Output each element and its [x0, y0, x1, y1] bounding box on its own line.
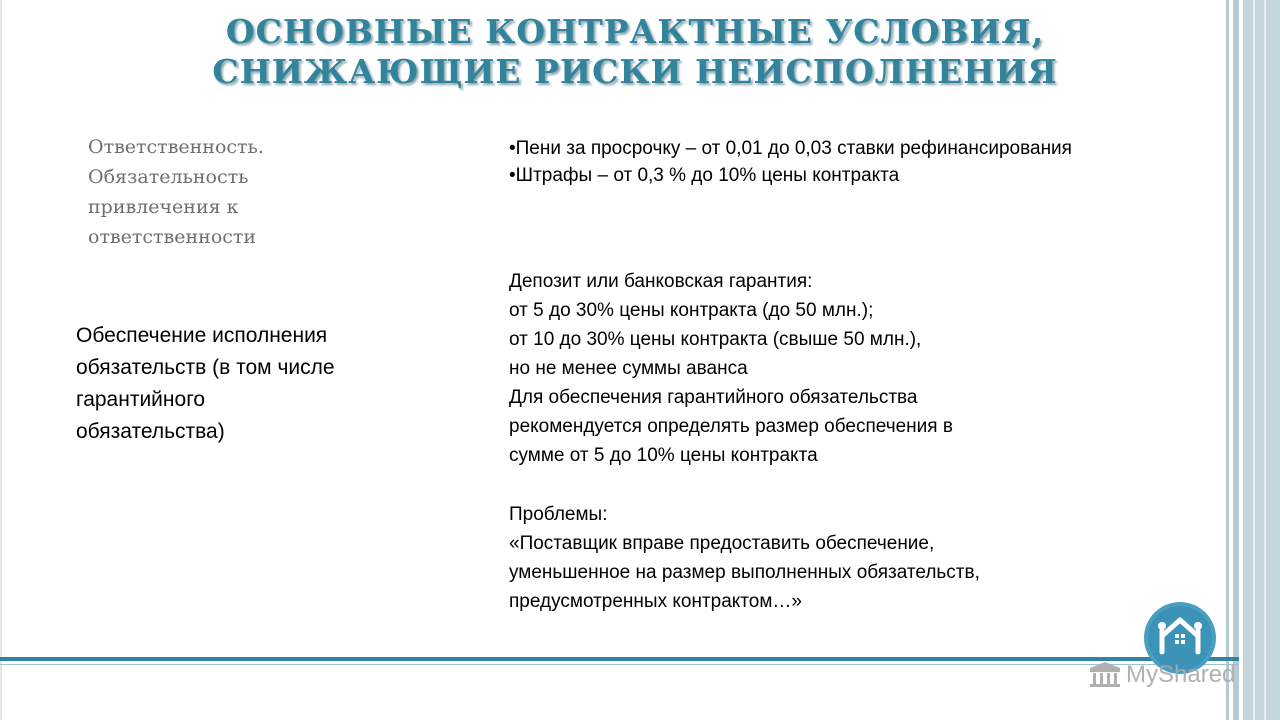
spacer [509, 470, 1209, 500]
bottom-rule [0, 657, 1239, 661]
detail-line: Для обеспечения гарантийного обязательства [509, 387, 918, 408]
title-line-1: ОСНОВНЫЕ КОНТРАКТНЫЕ УСЛОВИЯ, [225, 12, 1045, 51]
slide-title [130, 12, 1140, 92]
responsibility-label-line: Обязательность [88, 166, 249, 188]
building-icon [1088, 662, 1122, 688]
decor-stripe [1264, 0, 1266, 720]
responsibility-label [88, 132, 378, 252]
decor-stripe [1243, 0, 1280, 720]
problems-line: «Поставщик вправе предоставить обеспечение, [509, 533, 935, 554]
detail-line: от 5 до 30% цены контракта (до 50 млн.); [509, 300, 874, 321]
detail-line: сумме от 5 до 10% цены контракта [509, 445, 818, 466]
detail-line: Депозит или банковская гарантия: [509, 271, 813, 292]
bullet-fines: •Штрафы – от 0,3 % до 10% цены контракта [509, 165, 900, 186]
security-details [509, 267, 1209, 616]
detail-line: рекомендуется определять размер обеспечения в [509, 416, 953, 437]
responsibility-bullets [509, 135, 1119, 189]
bullet-penalty: •Пени за просрочку – от 0,01 до 0,03 ставки рефинансирования [509, 138, 1072, 159]
decor-stripe [1233, 0, 1239, 720]
slide-left-border [0, 0, 2, 720]
problems-heading: Проблемы: [509, 504, 608, 525]
watermark [1088, 660, 1238, 690]
problems-line: уменьшенное на размер выполненных обязательств, [509, 562, 980, 583]
responsibility-label-line: привлечения к [88, 196, 239, 218]
security-label-line: обязательства) [76, 420, 225, 443]
decor-stripe [1253, 0, 1255, 720]
detail-line: но не менее суммы аванса [509, 358, 748, 379]
security-label-line: Обеспечение исполнения [76, 324, 328, 347]
watermark-text: MyShared [1126, 661, 1236, 688]
responsibility-label-line: ответственности [88, 226, 257, 248]
problems-line: предусмотренных контрактом…» [509, 591, 802, 612]
title-line-2: СНИЖАЮЩИЕ РИСКИ НЕИСПОЛНЕНИЯ [212, 52, 1058, 91]
security-label-line: обязательств (в том числе [76, 356, 335, 379]
detail-line: от 10 до 30% цены контракта (свыше 50 млн.), [509, 329, 922, 350]
bottom-rule-thin [0, 664, 1239, 665]
responsibility-label-line: Ответственность. [88, 136, 264, 158]
security-label [76, 320, 456, 448]
security-label-line: гарантийного [76, 388, 206, 411]
decor-stripe [1226, 0, 1229, 720]
